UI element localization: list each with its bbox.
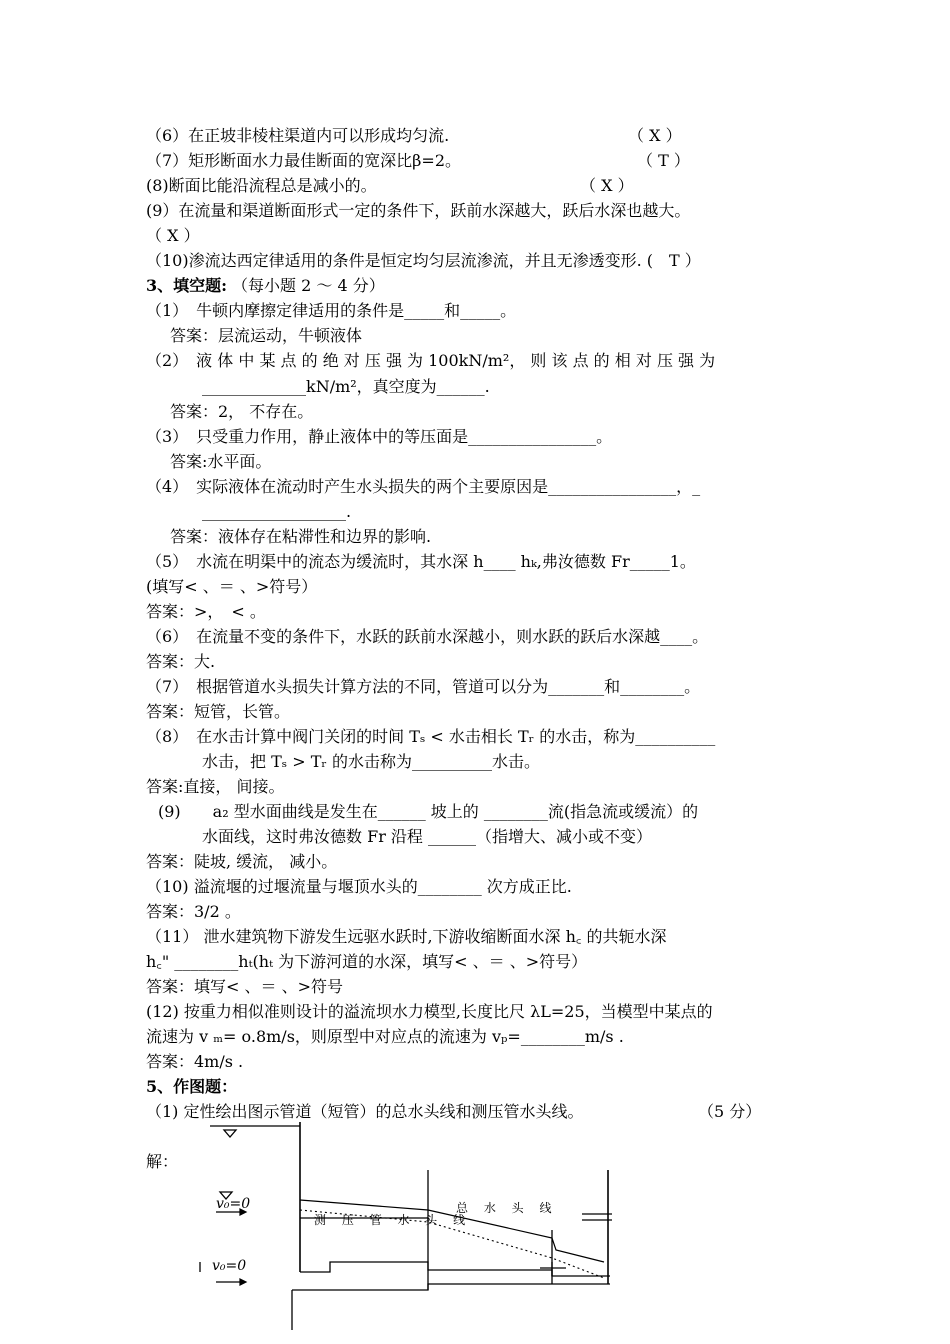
fill-q11-line2: h꜀" ________hₜ(hₜ 为下游河道的水深，填写< 、＝ 、>符号） [146, 952, 588, 971]
q6-statement: （6）在正坡非棱柱渠道内可以形成均匀流. [146, 126, 450, 145]
fill-a10: 答案：3/2 。 [146, 902, 241, 921]
q10-statement: （10)渗流达西定律适用的条件是恒定均匀层流渗流，并且无渗透变形. ( T ） [146, 251, 701, 270]
fill-a12: 答案：4m/s . [146, 1052, 244, 1071]
total-head-line-label: 总 水 头 线 [456, 1201, 558, 1215]
fill-q2-line2: _____________kN/m²，真空度为______. [202, 377, 490, 396]
q9-statement: (9）在流量和渠道断面形式一定的条件下，跃前水深越大，跃后水深也越大。 [146, 201, 691, 220]
fill-a11: 答案：填写< 、＝ 、>符号 [146, 977, 343, 996]
fill-a3: 答案:水平面。 [170, 452, 272, 471]
fill-q2-line1: （2） 液 体 中 某 点 的 绝 对 压 强 为 100kN/m²， 则 该 点 的 相 对 压 强 为 [146, 351, 716, 370]
fill-a5: 答案：>， < 。 [146, 602, 266, 621]
v0-upper-label: v₀=0 [216, 1196, 251, 1212]
fill-a2: 答案：2， 不存在。 [170, 402, 314, 421]
fill-q10: （10) 溢流堰的过堰流量与堰顶水头的________ 次方成正比. [146, 877, 572, 896]
section-drawing-title: 5、作图题： [146, 1077, 238, 1096]
fill-q9-line2: 水面线，这时弗汝德数 Fr 沿程 ______（指增大、减小或不变） [202, 827, 653, 846]
fill-q8-line1: （8） 在水击计算中阀门关闭的时间 Tₛ < 水击相长 Tᵣ 的水击，称为__________ [146, 727, 716, 746]
fill-q12-line1: (12) 按重力相似准则设计的溢流坝水力模型,长度比尺 λL=25，当模型中某点的 [146, 1002, 713, 1021]
fill-q5-line1: （5） 水流在明渠中的流态为缓流时，其水深 h____ hₖ,弗汝德数 Fr_____1。 [146, 552, 696, 571]
q6-answer: （ X ） [628, 126, 682, 145]
fill-q4-line1: （4） 实际液体在流动时产生水头损失的两个主要原因是________________，_ [146, 477, 701, 496]
q9-answer: （ X ） [146, 226, 200, 245]
fill-q8-line2: 水击，把 Tₛ > Tᵣ 的水击称为__________水击。 [202, 752, 541, 771]
fill-a8: 答案:直接， 间接。 [146, 777, 285, 796]
fill-q11-line1: （11） 泄水建筑物下游发生远驱水跃时,下游收缩断面水深 h꜀ 的共轭水深 [146, 927, 667, 946]
arrow-head-icon-2 [240, 1279, 246, 1285]
fill-a4: 答案：液体存在粘滞性和边界的影响. [170, 527, 432, 546]
q8-statement: (8)断面比能沿流程总是减小的。 [146, 176, 377, 195]
fill-a9: 答案：陡坡, 缓流， 减小。 [146, 852, 338, 871]
drawing-q1-score: （5 分） [698, 1102, 762, 1121]
fill-q1: （1） 牛顿内摩擦定律适用的条件是_____和_____。 [146, 301, 517, 320]
v0-lower-label: v₀=0 [212, 1258, 247, 1274]
section-fill-title: 3、填空题: [146, 276, 228, 295]
fill-q12-line2: 流速为 v ₘ= o.8m/s，则原型中对应点的流速为 vₚ=________m/s . [146, 1027, 624, 1046]
fill-q3: （3） 只受重力作用，静止液体中的等压面是________________。 [146, 427, 613, 446]
fill-q6: （6） 在流量不变的条件下，水跃的跃前水深越小，则水跃的跃后水深越____。 [146, 627, 709, 646]
pipe-bottom [300, 1262, 610, 1276]
pipe-base [292, 1284, 610, 1290]
water-level-marker-icon [224, 1130, 236, 1137]
fill-q4-line2: __________________. [202, 502, 352, 521]
piezometric-head-line-label: 测 压 管 水 头 线 [314, 1213, 472, 1227]
fill-a1: 答案：层流运动，牛顿液体 [170, 326, 363, 345]
fill-q9-line1: (9) a₂ 型水面曲线是发生在______ 坡上的 ________流(指急流或缓流）的 [158, 802, 699, 821]
q8-answer: （ X ） [580, 176, 634, 195]
q7-statement: （7）矩形断面水力最佳断面的宽深比β=2。 [146, 151, 462, 170]
fill-q7: （7） 根据管道水头损失计算方法的不同，管道可以分为_______和________。 [146, 677, 701, 696]
fill-q5-line2: (填写< 、＝ 、>符号） [146, 577, 318, 596]
fill-a6: 答案：大. [146, 652, 216, 671]
fill-a7: 答案：短管，长管。 [146, 702, 291, 721]
total-head-line [300, 1200, 604, 1262]
q7-answer: （ T ） [637, 151, 690, 170]
section-fill-note: （每小题 2 ～ 4 分） [232, 276, 385, 295]
solution-label: 解： [146, 1152, 179, 1171]
drawing-q1: （1) 定性绘出图示管道（短管）的总水头线和测压管水头线。 [146, 1102, 584, 1121]
